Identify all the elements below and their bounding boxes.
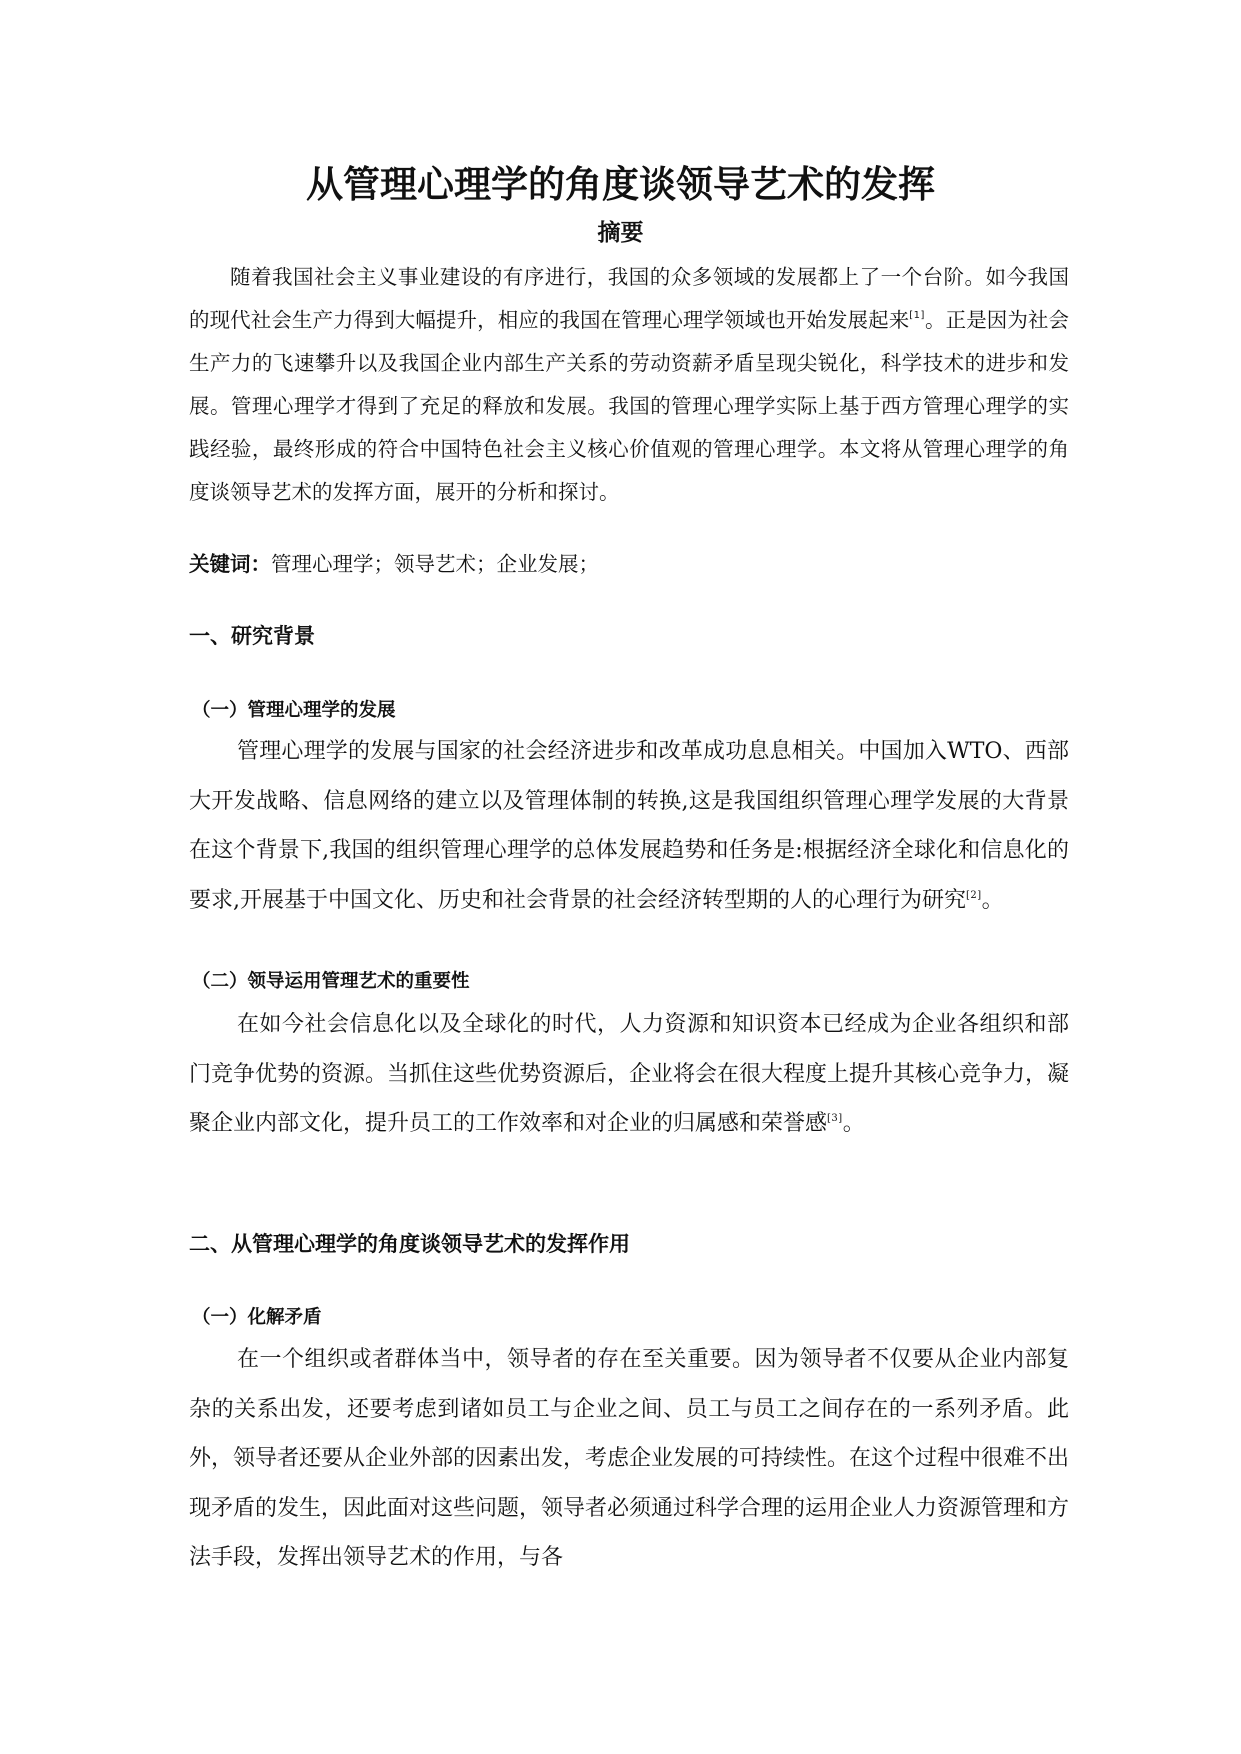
section-2-1-text: 在一个组织或者群体当中，领导者的存在至关重要。因为领导者不仅要从企业内部复杂的关系出发，还要考虑到诸如员工与企业之间、员工与员工之间存在的一系列矛盾。此外，领导者还要从企业外部的因素出发，考虑企业发展的可持续性。在这个过程中很难不出现矛盾的发生，因此面对这些问题，领导者必须通过科学合理的运用企业人力资源管理和方法手段，发挥出领导艺术的作用，与各 [189, 1347, 1070, 1570]
section-2-1-paragraph [189, 1335, 1069, 1583]
subsection-heading-1-2: （二）领导运用管理艺术的重要性 [192, 971, 470, 992]
abstract-heading: 摘要 [597, 219, 644, 246]
keywords-text: 管理心理学；领导艺术；企业发展； [271, 552, 599, 576]
abstract-text-2: 。正是因为社会生产力的飞速攀升以及我国企业内部生产关系的劳动资薪矛盾呈现尖锐化，科学技术的进步和发展。管理心理学才得到了充足的释放和发展。我国的管理心理学实际上基于西方管理心理学的实践经验，最终形成的符合中国特色社会主义核心价值观的管理心理学。本文将从管理心理学的角度谈领导艺术的发挥方面，展开的分析和探讨。 [189, 308, 1070, 504]
keywords-label: 关键词： [189, 552, 271, 576]
section-1-2-text: 在如今社会信息化以及全球化的时代，人力资源和知识资本已经成为企业各组织和部门竞争优势的资源。当抓住这些优势资源后，企业将会在很大程度上提升其核心竞争力，凝聚企业内部文化，提升员工的工作效率和对企业的归属感和荣誉感 [189, 1012, 1070, 1136]
section-heading-1: 一、研究背景 [189, 623, 315, 648]
section-heading-2: 二、从管理心理学的角度谈领导艺术的发挥作用 [189, 1231, 630, 1256]
section-1-1-text: 管理心理学的发展与国家的社会经济进步和改革成功息息相关。中国加入WTO、西部大开发战略、信息网络的建立以及管理体制的转换,这是我国组织管理心理学发展的大背景在这个背景下,我国的组织管理心理学的总体发展趋势和任务是:根据经济全球化和信息化的要求,开展基于中国文化、历史和社会背景的社会经济转型期的人的心理行为研究 [189, 739, 1069, 913]
section-1-1-tail: 。 [981, 887, 1004, 913]
keywords-line [189, 549, 1069, 579]
citation-ref-2: [2] [966, 889, 982, 901]
citation-ref-3: [3] [827, 1113, 843, 1124]
paper-title: 从管理心理学的角度谈领导艺术的发挥 [306, 163, 935, 206]
abstract-text-1: 随着我国社会主义事业建设的有序进行，我国的众多领域的发展都上了一个台阶。如今我国的现代社会生产力得到大幅提升，相应的我国在管理心理学领域也开始发展起来 [189, 265, 1069, 332]
section-1-2-tail: 。 [842, 1111, 865, 1136]
citation-ref-1: [1] [909, 310, 925, 321]
subsection-heading-2-1: （一）化解矛盾 [192, 1307, 322, 1328]
abstract-paragraph [189, 256, 1069, 514]
section-1-2-paragraph [189, 1000, 1069, 1149]
subsection-heading-1-1: （一）管理心理学的发展 [192, 700, 396, 721]
section-1-1-paragraph [189, 727, 1069, 925]
